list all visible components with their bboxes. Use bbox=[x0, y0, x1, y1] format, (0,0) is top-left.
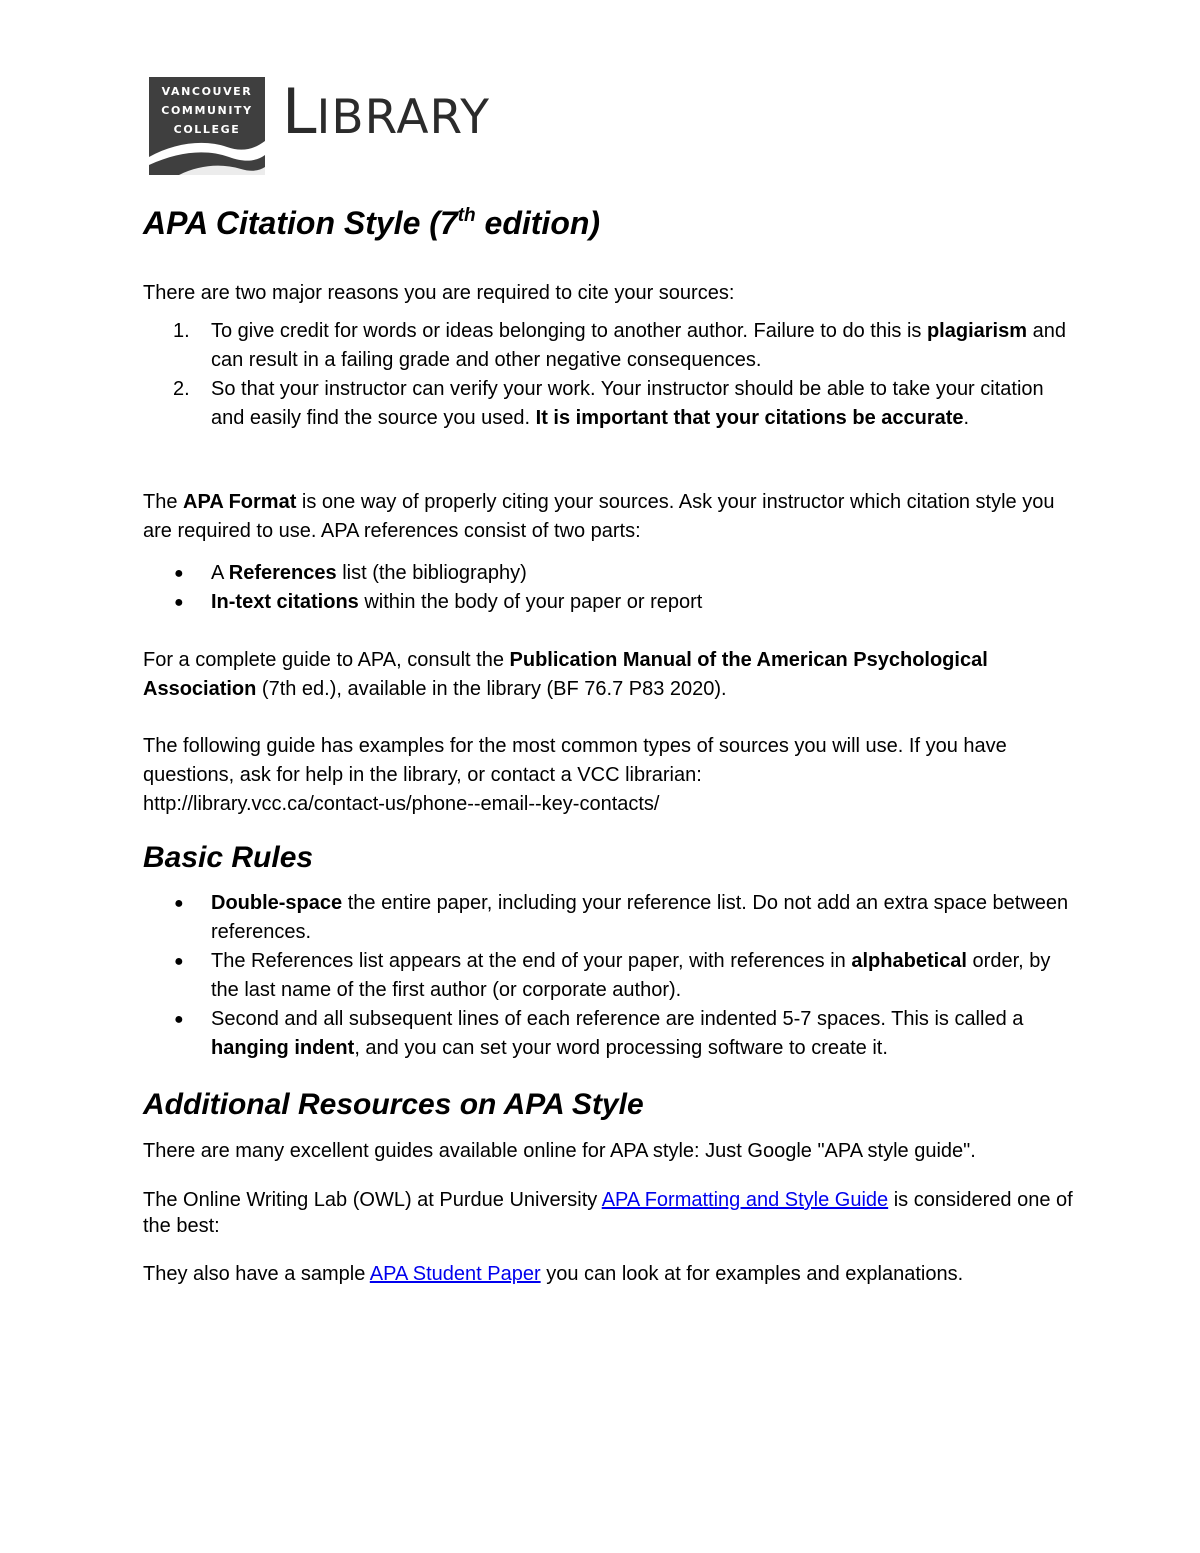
manual-text: For a complete guide to APA, consult the bbox=[143, 649, 510, 671]
title-superscript: th bbox=[457, 205, 476, 226]
sample-text-end: you can look at for examples and explanations. bbox=[540, 1263, 964, 1285]
reason-bold: plagiarism bbox=[926, 320, 1028, 342]
basic-rules-heading: Basic Rules bbox=[143, 841, 314, 874]
additional-p2 bbox=[143, 1187, 1073, 1239]
bullet-icon: ● bbox=[174, 895, 184, 912]
rule-item bbox=[143, 1005, 1073, 1063]
bullet-icon: ● bbox=[174, 953, 184, 970]
guide-text: The following guide has examples for the most common types of sources you will use. If you have questions, ask for help in the library, or contact a VCC librarian: bbox=[143, 735, 1007, 786]
vcc-logo-badge bbox=[149, 77, 265, 175]
manual-title: Publication Manual of the American Psychological Association bbox=[143, 649, 988, 700]
title-main: APA Citation Style (7 bbox=[143, 205, 458, 241]
parts-bold: References bbox=[228, 562, 337, 584]
rule-text: The References list appears at the end of your paper, with references in bbox=[211, 950, 852, 972]
parts-text: A bbox=[211, 562, 229, 584]
guide-paragraph bbox=[143, 732, 1073, 819]
page-title bbox=[143, 205, 600, 242]
wordmark-cap: L bbox=[282, 75, 317, 148]
manual-paragraph bbox=[143, 646, 1073, 704]
reason-item bbox=[143, 317, 1073, 375]
logo-line-3: COLLEGE bbox=[173, 123, 241, 136]
rule-text: Second and all subsequent lines of each reference are indented 5-7 spaces. This is called a bbox=[211, 1008, 1024, 1030]
bullet-icon: ● bbox=[174, 1011, 184, 1028]
rule-text-end: , and you can set your word processing software to create it. bbox=[354, 1037, 888, 1059]
parts-item bbox=[143, 588, 1073, 617]
owl-text: The Online Writing Lab (OWL) at Purdue University bbox=[143, 1189, 602, 1211]
apa-format-paragraph bbox=[143, 488, 1073, 546]
apa-student-paper-link[interactable]: APA Student Paper bbox=[369, 1263, 541, 1285]
bullet-icon: ● bbox=[174, 594, 184, 611]
basic-rules-list bbox=[143, 889, 1073, 1063]
bullet-icon: ● bbox=[174, 565, 184, 582]
library-wordmark bbox=[282, 75, 490, 148]
additional-p3 bbox=[143, 1261, 1073, 1287]
rule-text-end: order, by the last name of the first author (or corporate author). bbox=[211, 950, 1051, 1001]
additional-resources-heading: Additional Resources on APA Style bbox=[143, 1088, 644, 1121]
rule-bold: Double-space bbox=[211, 892, 343, 914]
apa-format-bold: APA Format bbox=[183, 491, 297, 513]
parts-bold: In-text citations bbox=[211, 591, 359, 613]
rule-bold: alphabetical bbox=[851, 950, 967, 972]
apa-format-text: The bbox=[143, 491, 184, 513]
parts-list bbox=[143, 559, 1073, 617]
parts-item bbox=[143, 559, 1073, 588]
list-number: 1. bbox=[173, 320, 190, 342]
wordmark-rest: IBRARY bbox=[316, 90, 490, 145]
additional-p1: There are many excellent guides available online for APA style: Just Google "APA style guide". bbox=[143, 1140, 976, 1162]
list-number: 2. bbox=[173, 378, 190, 400]
contact-url: http://library.vcc.ca/contact-us/phone--email--key-contacts/ bbox=[143, 793, 660, 815]
title-tail: edition) bbox=[475, 205, 601, 241]
owl-text-end: is considered one of the best: bbox=[143, 1189, 1073, 1237]
sample-text: They also have a sample bbox=[143, 1263, 370, 1285]
reason-text: So that your instructor can verify your work. Your instructor should be able to take your citation and easily find the source you used. bbox=[211, 378, 1044, 429]
apa-format-text-end: is one way of properly citing your sources. Ask your instructor which citation style you are required to use. APA references consist of two parts: bbox=[143, 491, 1055, 542]
reasons-list bbox=[143, 317, 1073, 433]
reason-item bbox=[143, 375, 1073, 433]
parts-text-end: list (the bibliography) bbox=[336, 562, 527, 584]
rule-item bbox=[143, 947, 1073, 1005]
logo-line-1: VANCOUVER bbox=[161, 85, 253, 98]
intro-paragraph: There are two major reasons you are required to cite your sources: bbox=[143, 282, 735, 304]
reason-text: To give credit for words or ideas belonging to another author. Failure to do this is bbox=[211, 320, 927, 342]
vcc-library-logo bbox=[149, 77, 509, 175]
rule-item bbox=[143, 889, 1073, 947]
parts-text-end: within the body of your paper or report bbox=[358, 591, 703, 613]
rule-bold: hanging indent bbox=[211, 1037, 355, 1059]
rule-text-end: the entire paper, including your reference list. Do not add an extra space between references. bbox=[211, 892, 1069, 943]
reason-text-end: . bbox=[963, 407, 970, 429]
logo-line-2: COMMUNITY bbox=[161, 104, 253, 117]
wave-icon bbox=[149, 77, 265, 175]
reason-text-end: and can result in a failing grade and other negative consequences. bbox=[211, 320, 1066, 371]
reason-bold: It is important that your citations be accurate bbox=[535, 407, 964, 429]
apa-formatting-guide-link[interactable]: APA Formatting and Style Guide bbox=[601, 1189, 889, 1211]
manual-text-end: (7th ed.), available in the library (BF 76.7 P83 2020). bbox=[256, 678, 727, 700]
